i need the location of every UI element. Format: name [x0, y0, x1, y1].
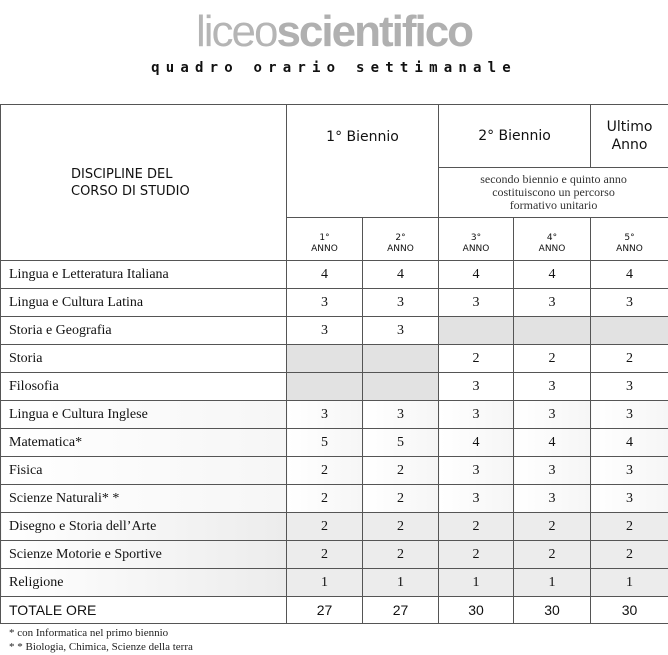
hours-cell: 3 [363, 317, 439, 345]
total-value: 30 [514, 597, 591, 624]
hours-cell: 3 [514, 457, 591, 485]
hours-cell: 3 [591, 485, 668, 513]
hours-cell: 2 [514, 513, 591, 541]
table-row [1, 569, 668, 597]
footnote-2: * * Biologia, Chimica, Scienze della terra [9, 641, 193, 653]
header-year-label: ANNO [387, 244, 414, 254]
header-year-4 [514, 218, 591, 261]
total-row [1, 597, 668, 624]
header-year-number: 4° [546, 233, 558, 243]
total-value: 27 [287, 597, 363, 624]
hours-cell: 3 [287, 317, 363, 345]
table-row [1, 401, 668, 429]
header-year-label: ANNO [616, 244, 643, 254]
table-row [1, 457, 668, 485]
hours-cell: 3 [439, 373, 514, 401]
hours-cell: 3 [439, 401, 514, 429]
empty-cell [287, 345, 363, 373]
header-year-number: 5° [624, 233, 635, 243]
header-discipline [1, 105, 287, 261]
header-note [439, 168, 668, 218]
footnote-1: * con Informatica nel primo biennio [9, 627, 169, 639]
total-value: 30 [591, 597, 668, 624]
hours-cell: 2 [591, 345, 668, 373]
hours-cell: 3 [514, 485, 591, 513]
hours-cell: 1 [591, 569, 668, 597]
logo [0, 8, 668, 56]
hours-cell: 2 [439, 541, 514, 569]
hours-cell: 4 [591, 429, 668, 457]
subject-name: Storia e Geografia [1, 317, 287, 345]
hours-cell: 3 [287, 401, 363, 429]
table-row [1, 261, 668, 289]
table-row [1, 513, 668, 541]
total-label: TOTALE ORE [1, 597, 287, 624]
subject-name: Scienze Naturali* * [1, 485, 287, 513]
hours-cell: 4 [514, 261, 591, 289]
hours-cell: 2 [591, 513, 668, 541]
logo-part-bold: scientifico [276, 7, 473, 56]
hours-cell: 2 [287, 457, 363, 485]
hours-cell: 1 [439, 569, 514, 597]
header-discipline-line1: DISCIPLINE DEL [71, 166, 173, 182]
table-row [1, 429, 668, 457]
header-year-number: 2° [395, 233, 406, 243]
empty-cell [439, 317, 514, 345]
subject-name: Religione [1, 569, 287, 597]
header-note-line2: costituiscono un percorso [492, 185, 615, 199]
total-value: 30 [439, 597, 514, 624]
hours-cell: 3 [439, 457, 514, 485]
subject-name: Lingua e Cultura Inglese [1, 401, 287, 429]
hours-cell: 3 [439, 289, 514, 317]
logo-part-light: liceo [195, 7, 277, 56]
empty-cell [591, 317, 668, 345]
header-year-number: 1° [319, 233, 330, 243]
empty-cell [363, 373, 439, 401]
subject-name: Disegno e Storia dell’Arte [1, 513, 287, 541]
header-first-biennio: 1° Biennio [287, 105, 439, 218]
header-last-year-line1: Ultimo [606, 119, 653, 135]
header-year-label: ANNO [538, 244, 566, 254]
header-year-1 [287, 218, 363, 261]
header-year-label: ANNO [462, 244, 490, 254]
hours-cell: 2 [363, 513, 439, 541]
hours-cell: 5 [287, 429, 363, 457]
hours-cell: 3 [591, 373, 668, 401]
subject-name: Filosofia [1, 373, 287, 401]
hours-cell: 3 [287, 289, 363, 317]
hours-cell: 2 [439, 345, 514, 373]
hours-cell: 3 [591, 289, 668, 317]
header-last-year [591, 105, 668, 168]
hours-cell: 2 [363, 541, 439, 569]
subject-name: Lingua e Letteratura Italiana [1, 261, 287, 289]
table-row [1, 289, 668, 317]
hours-cell: 2 [287, 541, 363, 569]
footnotes [9, 626, 193, 654]
hours-cell: 3 [514, 373, 591, 401]
header-last-year-line2: Anno [611, 137, 648, 153]
empty-cell [514, 317, 591, 345]
hours-cell: 4 [514, 429, 591, 457]
subject-name: Matematica* [1, 429, 287, 457]
total-value: 27 [363, 597, 439, 624]
header-year-label: ANNO [311, 244, 338, 254]
hours-cell: 4 [363, 261, 439, 289]
hours-cell: 4 [287, 261, 363, 289]
subject-name: Scienze Motorie e Sportive [1, 541, 287, 569]
hours-cell: 4 [439, 429, 514, 457]
hours-cell: 1 [363, 569, 439, 597]
header-year-2 [363, 218, 439, 261]
hours-cell: 3 [591, 457, 668, 485]
hours-cell: 2 [439, 513, 514, 541]
hours-cell: 3 [591, 401, 668, 429]
hours-cell: 2 [363, 457, 439, 485]
table-row [1, 485, 668, 513]
hours-cell: 2 [514, 541, 591, 569]
empty-cell [363, 345, 439, 373]
hours-cell: 3 [363, 401, 439, 429]
table-row [1, 317, 668, 345]
hours-cell: 2 [287, 485, 363, 513]
subject-name: Fisica [1, 457, 287, 485]
header-note-line3: formativo unitario [509, 198, 598, 212]
empty-cell [287, 373, 363, 401]
hours-cell: 1 [287, 569, 363, 597]
hours-cell: 3 [439, 485, 514, 513]
header-year-number: 3° [470, 233, 482, 243]
subject-name: Lingua e Cultura Latina [1, 289, 287, 317]
hours-cell: 2 [591, 541, 668, 569]
header-year-3 [439, 218, 514, 261]
header-second-biennio: 2° Biennio [439, 105, 591, 168]
hours-cell: 2 [363, 485, 439, 513]
hours-cell: 3 [514, 401, 591, 429]
hours-cell: 4 [591, 261, 668, 289]
table-row [1, 373, 668, 401]
timetable [0, 104, 668, 624]
header-note-line1: secondo biennio e quinto anno [480, 172, 627, 186]
hours-cell: 2 [287, 513, 363, 541]
hours-cell: 3 [363, 289, 439, 317]
header-year-5 [591, 218, 668, 261]
header-discipline-line2: CORSO DI STUDIO [71, 183, 190, 199]
hours-cell: 4 [439, 261, 514, 289]
hours-cell: 2 [514, 345, 591, 373]
page-subtitle: quadro orario settimanale [151, 60, 517, 76]
hours-cell: 5 [363, 429, 439, 457]
hours-cell: 1 [514, 569, 591, 597]
hours-cell: 3 [514, 289, 591, 317]
table-row [1, 345, 668, 373]
table-row [1, 541, 668, 569]
subject-name: Storia [1, 345, 287, 373]
